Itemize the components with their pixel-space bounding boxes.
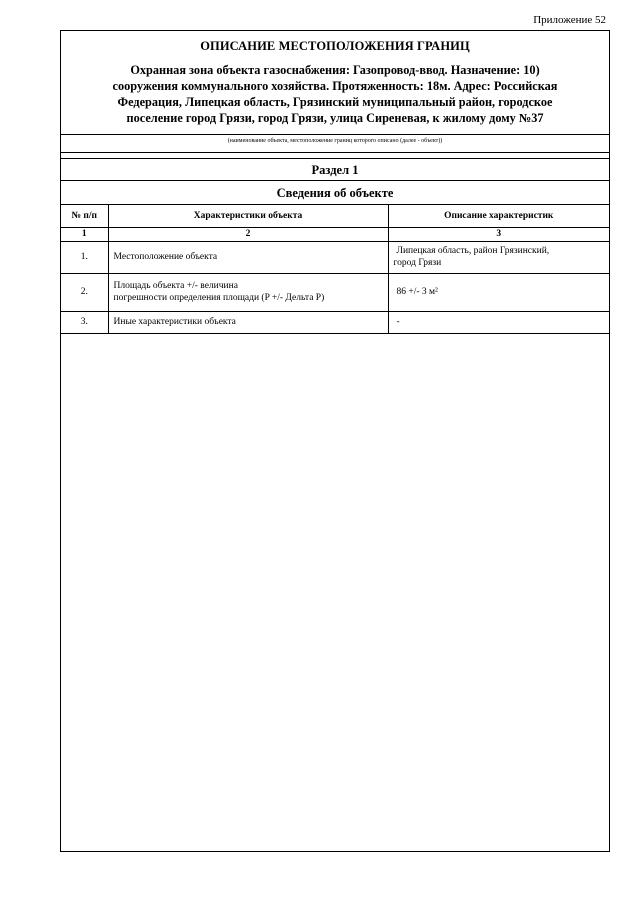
row-characteristic: Местоположение объекта: [108, 241, 388, 273]
object-description-line: поселение город Грязи, город Грязи, улица Сиреневая, к жилому дому №37: [126, 111, 544, 125]
table-row: [61, 241, 609, 273]
row-index: 2.: [61, 273, 108, 311]
column-number: 3: [388, 227, 609, 241]
header-index: № п/п: [61, 205, 108, 227]
row-characteristic: [108, 273, 388, 311]
row-description-line: город Грязи: [393, 258, 442, 268]
object-info-table: [61, 205, 609, 334]
document-frame: [60, 30, 610, 852]
document-title: ОПИСАНИЕ МЕСТОПОЛОЖЕНИЯ ГРАНИЦ: [200, 39, 470, 53]
object-description-line: Охранная зона объекта газоснабжения: Газопровод-ввод. Назначение: 10): [130, 63, 540, 77]
object-description-line: сооружения коммунального хозяйства. Протяженность: 18м. Адрес: Российская: [112, 79, 558, 93]
appendix-label: Приложение 52: [533, 14, 606, 26]
object-caption: (наименование объекта, местоположение границ которого описано (далее - объект)): [61, 135, 609, 153]
row-index: 3.: [61, 311, 108, 333]
row-description: -: [388, 311, 609, 333]
header-characteristic: Характеристики объекта: [108, 205, 388, 227]
object-description: [61, 62, 609, 126]
table-row: [61, 311, 609, 333]
row-description-line: Липецкая область, район Грязинский,: [396, 246, 550, 256]
row-characteristic-line: погрешности определения площади (P +/- Дельта P): [113, 293, 325, 303]
row-characteristic: Иные характеристики объекта: [108, 311, 388, 333]
row-description: [388, 241, 609, 273]
title-block: [61, 31, 609, 135]
table-row: [61, 273, 609, 311]
column-number: 1: [61, 227, 108, 241]
column-number-row: [61, 227, 609, 241]
subsection-title: Сведения об объекте: [61, 181, 609, 205]
row-characteristic-line: Площадь объекта +/- величина: [113, 281, 238, 291]
row-index: 1.: [61, 241, 108, 273]
object-description-line: Федерация, Липецкая область, Грязинский муниципальный район, городское: [117, 95, 553, 109]
table-header-row: [61, 205, 609, 227]
column-number: 2: [108, 227, 388, 241]
row-description: 86 +/- 3 м²: [388, 273, 609, 311]
section-title: Раздел 1: [61, 159, 609, 181]
header-description: Описание характеристик: [388, 205, 609, 227]
